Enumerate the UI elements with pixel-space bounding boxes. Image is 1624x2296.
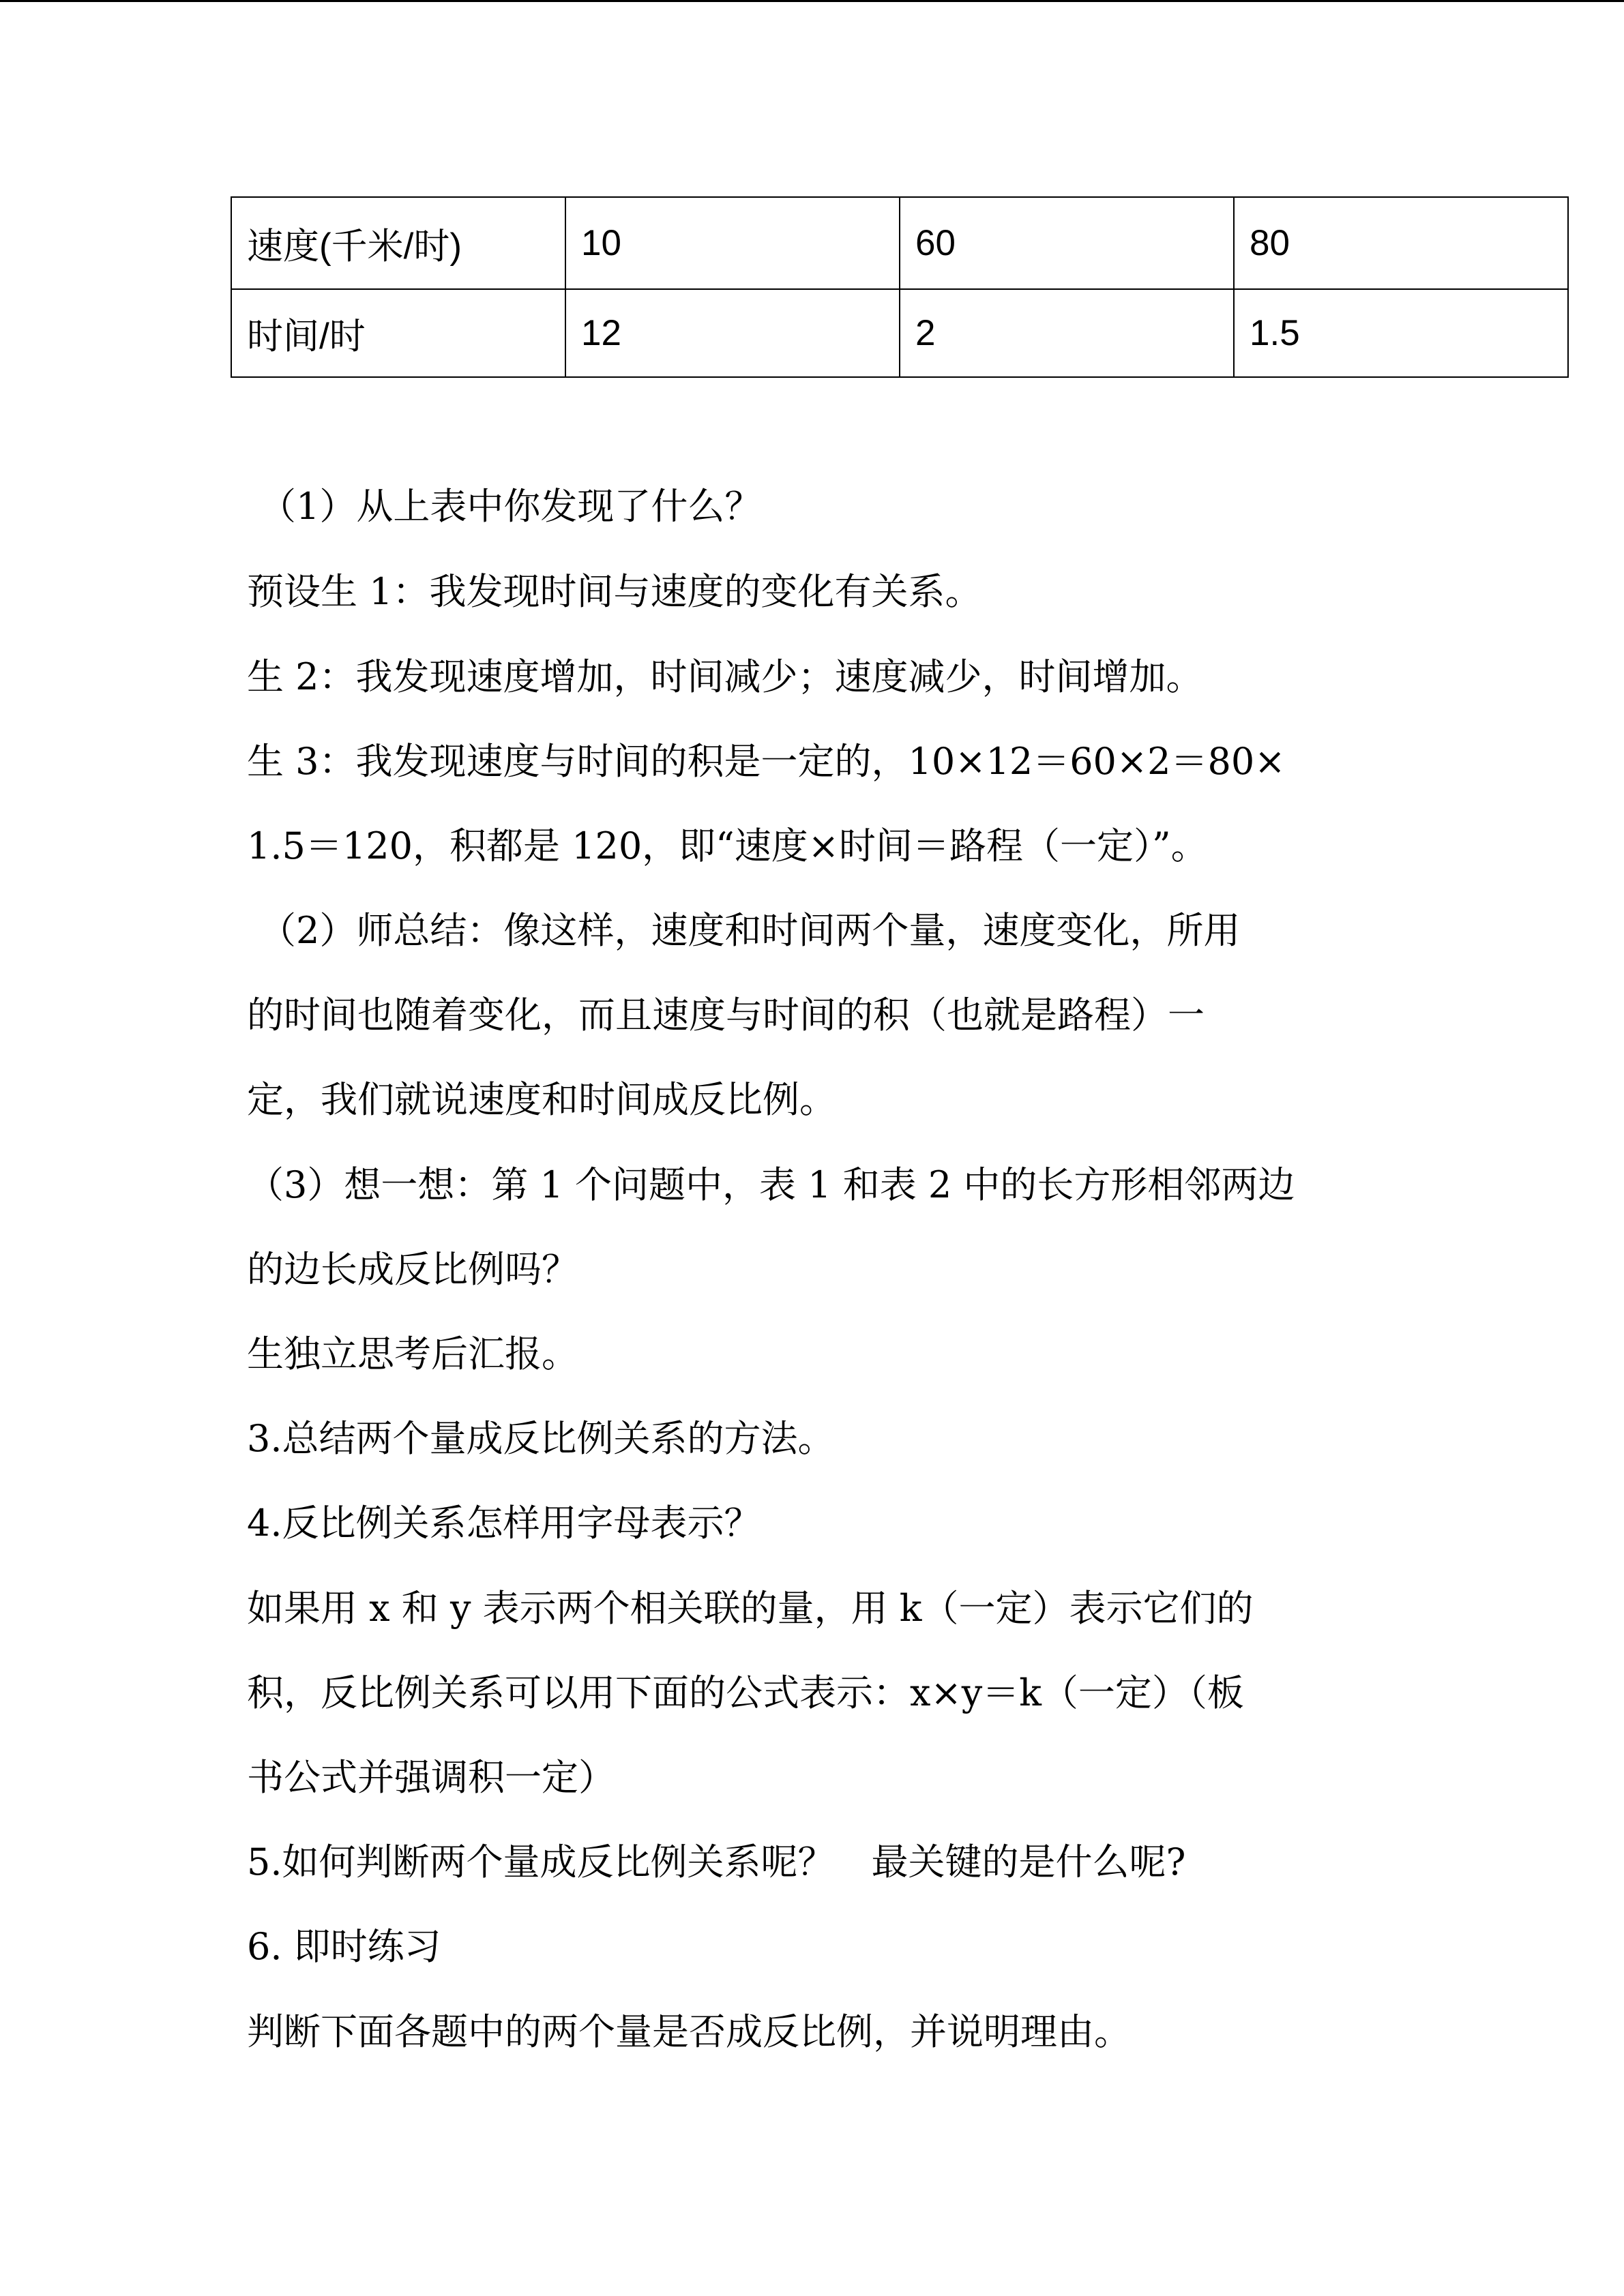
teacher-summary-line-2: 的时间也随着变化，而且速度与时间的积（也就是路程）一	[247, 994, 1205, 1037]
table-cell-speed-2: 60	[900, 197, 1234, 289]
table-cell-time-2: 2	[900, 289, 1234, 377]
practice-instruction: 判断下面各题中的两个量是否成反比例，并说明理由。	[247, 2010, 1131, 2053]
section-5-heading: 5.如何判断两个量成反比例关系呢？ 最关键的是什么呢?	[247, 1840, 1186, 1883]
section-3-heading: 3.总结两个量成反比例关系的方法。	[247, 1417, 835, 1460]
formula-explanation-line-2: 积，反比例关系可以用下面的公式表示：x×y＝k（一定）（板	[247, 1671, 1244, 1714]
table-cell-time-label: 时间/时	[231, 289, 565, 377]
table-cell-speed-label: 速度(千米/时)	[231, 197, 565, 289]
question-1: （1）从上表中你发现了什么？	[259, 485, 762, 528]
student-answer-1: 预设生 1：我发现时间与速度的变化有关系。	[247, 570, 982, 613]
student-report: 生独立思考后汇报。	[247, 1332, 578, 1375]
teacher-summary-line-1: （2）师总结：像这样，速度和时间两个量，速度变化，所用	[259, 909, 1241, 952]
table-cell-time-1: 12	[565, 289, 900, 377]
section-4-heading: 4.反比例关系怎样用字母表示？	[247, 1502, 761, 1545]
formula-explanation-line-3: 书公式并强调积一定）	[247, 1756, 615, 1799]
table-row-time	[231, 289, 1568, 377]
formula-explanation-line-1: 如果用 x 和 y 表示两个相关联的量，用 k（一定）表示它们的	[247, 1587, 1254, 1630]
student-answer-3-line-2: 1.5＝120，积都是 120，即“速度×时间＝路程（一定）”。	[247, 824, 1208, 867]
student-answer-2: 生 2：我发现速度增加，时间减少；速度减少，时间增加。	[247, 655, 1203, 698]
speed-time-table	[231, 196, 1569, 378]
table-row-speed	[231, 197, 1568, 289]
section-6-heading: 6. 即时练习	[247, 1925, 441, 1968]
table-cell-time-3: 1.5	[1234, 289, 1568, 377]
teacher-summary-line-3: 定，我们就说速度和时间成反比例。	[247, 1078, 836, 1121]
question-3-line-2: 的边长成反比例吗？	[247, 1248, 578, 1291]
top-border-rule	[0, 0, 1624, 2]
table-cell-speed-1: 10	[565, 197, 900, 289]
table-cell-speed-3: 80	[1234, 197, 1568, 289]
question-3-line-1: （3）想一想：第 1 个问题中，表 1 和表 2 中的长方形相邻两边	[247, 1163, 1295, 1206]
student-answer-3-line-1: 生 3：我发现速度与时间的积是一定的，10×12＝60×2＝80×	[247, 740, 1286, 783]
